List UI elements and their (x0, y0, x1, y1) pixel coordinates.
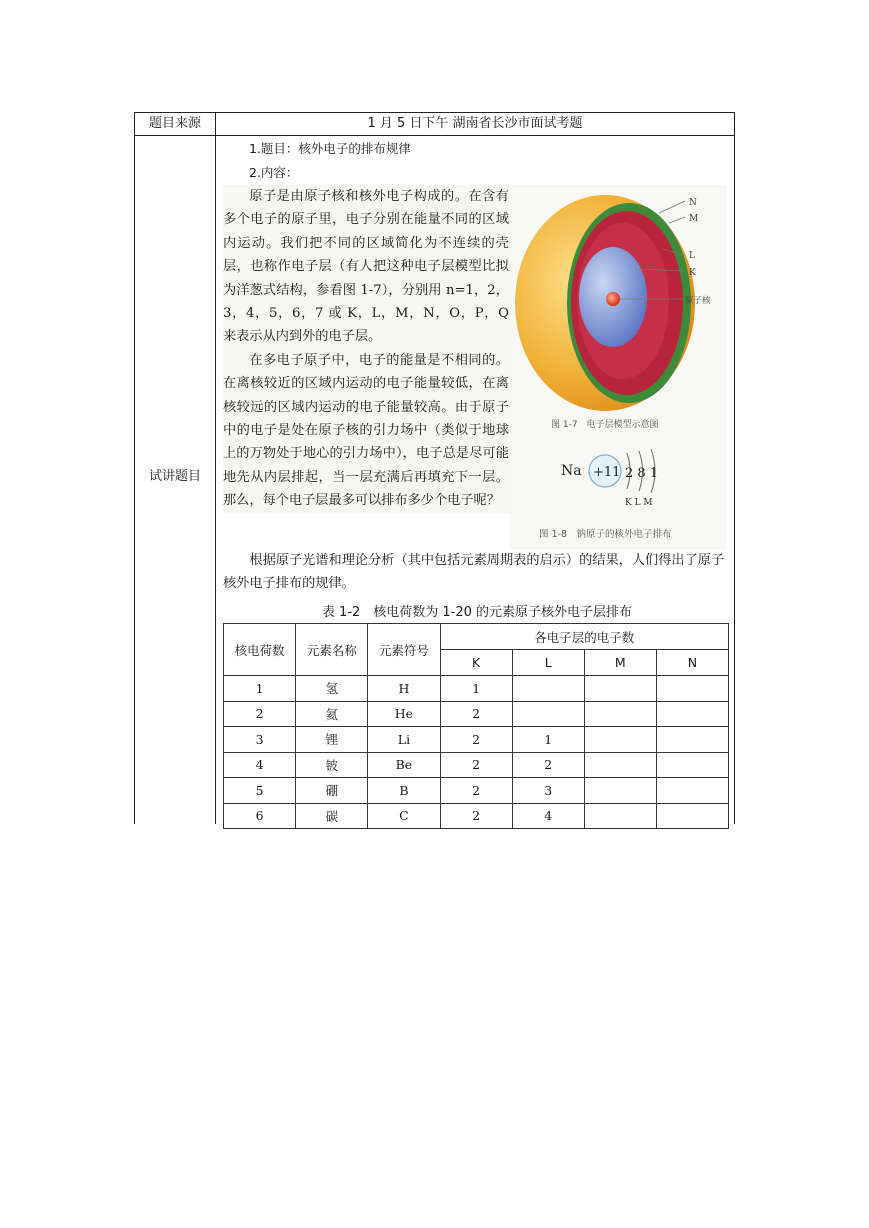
cell-name: 铍 (296, 752, 368, 778)
topic-title: 1.题目：核外电子的排布规律 (249, 141, 411, 156)
cell-l: 1 (512, 727, 584, 753)
cell-name: 碳 (296, 803, 368, 829)
cell-charge: 3 (224, 727, 296, 753)
figure-1-caption: 图 1-7 电子层模型示意图 (551, 420, 659, 430)
cell-k: 2 (440, 752, 512, 778)
row-divider (135, 135, 734, 136)
cell-symbol: Li (368, 727, 440, 753)
header-l: L (512, 650, 584, 676)
paragraph-2: 在多电子原子中，电子的能量是不相同的。在离核较近的区域内运动的电子能量较低，在离核较远的区域内运动的电子能量较高。由于原子中的电子是处在原子核的引力场中（类似于地球上的万物处于地心的引力场中），电子总是尽可能地先从内层排起，当一层充满后再填充下一层。那么，每个电子层最多可以排布多少个电子呢？ (223, 352, 509, 509)
figure-2-caption: 图 1-8 钠原子的核外电子排布 (539, 529, 672, 540)
cell-n (656, 752, 728, 778)
cell-charge: 5 (224, 778, 296, 804)
cell-l: 2 (512, 752, 584, 778)
document-table (134, 112, 735, 824)
label-k: K (689, 268, 696, 278)
table-caption: 表 1-2 核电荷数为 1-20 的元素原子核外电子层排布 (321, 605, 633, 620)
header-m: M (584, 650, 656, 676)
cell-charge: 6 (224, 803, 296, 829)
column-divider (215, 113, 216, 824)
cell-k: 2 (440, 727, 512, 753)
cell-m (584, 676, 656, 702)
cell-l: 3 (512, 778, 584, 804)
cell-k: 2 (440, 803, 512, 829)
cell-k: 2 (440, 701, 512, 727)
label-n: N (689, 198, 697, 208)
topic-content (223, 137, 731, 824)
header-symbol: 元素符号 (368, 624, 440, 676)
cell-k: 1 (440, 676, 512, 702)
cell-name: 氢 (296, 676, 368, 702)
electron-configuration-table (223, 623, 729, 829)
sodium-charge: +11 (593, 465, 621, 480)
cell-l (512, 701, 584, 727)
textbook-passage (223, 185, 509, 513)
cell-m (584, 778, 656, 804)
cell-n (656, 727, 728, 753)
header-name: 元素名称 (296, 624, 368, 676)
cell-n (656, 778, 728, 804)
header-charge: 核电荷数 (224, 624, 296, 676)
table-row (224, 803, 729, 829)
cell-symbol: He (368, 701, 440, 727)
cell-symbol: C (368, 803, 440, 829)
cell-m (584, 727, 656, 753)
cell-charge: 4 (224, 752, 296, 778)
cell-m (584, 803, 656, 829)
header-n: N (656, 650, 728, 676)
table-row (224, 752, 729, 778)
table-row (224, 727, 729, 753)
cell-l (512, 676, 584, 702)
header-k: K (440, 650, 512, 676)
figure-panel (509, 185, 727, 549)
header-shell-group: 各电子层的电子数 (440, 624, 728, 650)
sodium-symbol: Na (561, 463, 582, 479)
sodium-shell-labels: K L M (625, 498, 653, 508)
sodium-electrons: 2 8 1 (625, 466, 659, 481)
cell-symbol: H (368, 676, 440, 702)
topic-label: 试讲题目 (148, 469, 201, 484)
cell-charge: 1 (224, 676, 296, 702)
cell-n (656, 676, 728, 702)
summary-paragraph: 根据原子光谱和理论分析（其中包括元素周期表的启示）的结果，人们得出了原子核外电子排布的规律。 (223, 553, 725, 592)
table-row (224, 676, 729, 702)
cell-n (656, 701, 728, 727)
electron-shell-model-figure (509, 185, 727, 549)
cell-l: 4 (512, 803, 584, 829)
cell-m (584, 701, 656, 727)
label-m: M (689, 214, 699, 224)
table-row (224, 701, 729, 727)
cell-charge: 2 (224, 701, 296, 727)
cell-k: 2 (440, 778, 512, 804)
cell-symbol: Be (368, 752, 440, 778)
content-heading: 2.内容： (249, 165, 299, 180)
cell-m (584, 752, 656, 778)
cell-name: 硼 (296, 778, 368, 804)
label-nucleus: 原子核 (685, 296, 711, 306)
source-label: 题目来源 (148, 116, 201, 131)
table-row (224, 778, 729, 804)
source-value: 1 月 5 日下午 湖南省长沙市面试考题 (367, 116, 583, 131)
cell-n (656, 803, 728, 829)
cell-name: 锂 (296, 727, 368, 753)
cell-name: 氦 (296, 701, 368, 727)
cell-symbol: B (368, 778, 440, 804)
label-l: L (689, 251, 695, 261)
paragraph-1: 原子是由原子核和核外电子构成的。在含有多个电子的原子里，电子分别在能量不同的区域内运动。我们把不同的区域简化为不连续的壳层，也称作电子层（有人把这种电子层模型比拟为洋葱式结构，参看图 1-7），分别用 n=1，2，3，4，5，6，7 或 K，L，M，N，O，P，Q 来表示从内到外的电子层。 (223, 189, 509, 345)
nucleus (606, 292, 620, 306)
